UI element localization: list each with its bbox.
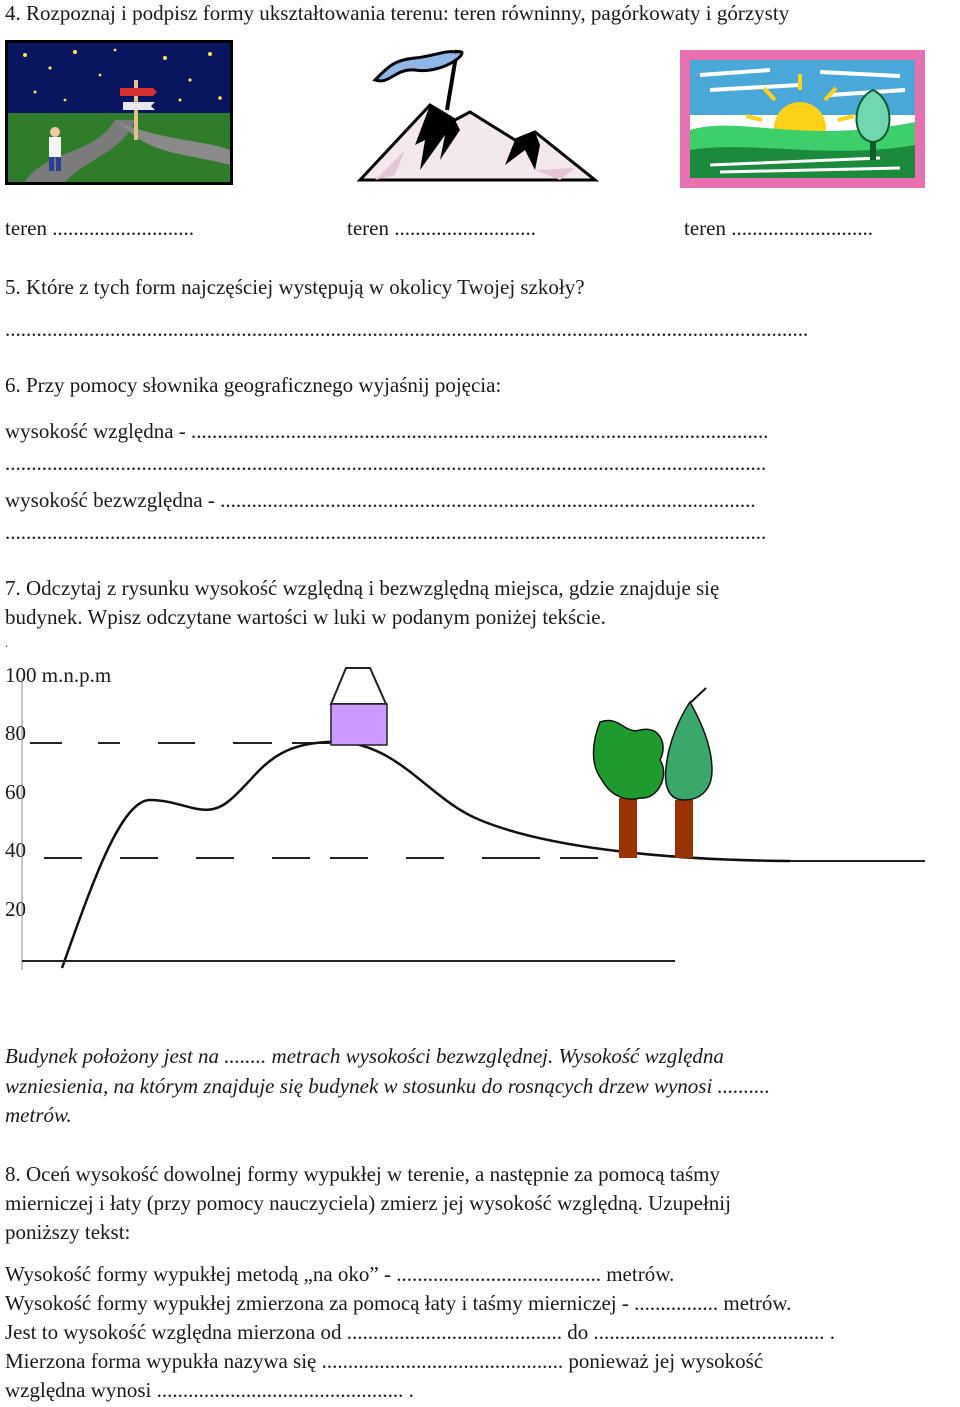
q6-wzgledna-cont: ................................................................................................................................................. bbox=[5, 451, 767, 475]
q7-text-line1: Budynek położony jest na ........ metrach wysokości bezwzględnej. Wysokość względna bbox=[5, 1044, 724, 1068]
q7-text-line3: metrów. bbox=[5, 1103, 72, 1127]
q8-line1: Wysokość formy wypukłej metodą „na oko” - ....................................... metrów. bbox=[5, 1262, 675, 1286]
q8-title-line3: poniższy tekst: bbox=[5, 1220, 131, 1244]
q6-bezwzgledna-cont: ................................................................................................................................................. bbox=[5, 520, 767, 544]
q8-title-line2: mierniczej i łaty (przy pomocy nauczyciela) zmierz jej wysokość względną. Uzupełnij bbox=[5, 1191, 731, 1215]
q7-title-line2: budynek. Wpisz odczytane wartości w luki w podanym poniżej tekście. bbox=[5, 605, 606, 629]
q7-dot: . bbox=[5, 636, 8, 650]
tree-trunk-right bbox=[675, 800, 693, 858]
tree-trunk-left bbox=[619, 798, 637, 858]
q8-title-line1: 8. Oceń wysokość dowolnej formy wypukłej w terenie, a następnie za pomocą taśmy bbox=[5, 1162, 720, 1186]
q4-title: 4. Rozpoznaj i podpisz formy ukształtowania terenu: teren równinny, pagórkowaty i górzysty bbox=[5, 1, 790, 25]
y-label-100: 100 m.n.p.m bbox=[5, 663, 112, 687]
q8-line3: Jest to wysokość względna mierzona od ......................................... do ............................................ . bbox=[5, 1320, 836, 1344]
tree-right bbox=[666, 702, 712, 800]
building bbox=[331, 704, 387, 745]
q8-line4: Mierzona forma wypukła nazywa się .............................................. ponieważ jej wysokość bbox=[5, 1349, 764, 1373]
y-label-80: 80 bbox=[5, 721, 26, 745]
y-label-40: 40 bbox=[5, 838, 26, 862]
y-label-20: 20 bbox=[5, 897, 26, 921]
q6-bezwzgledna: wysokość bezwzględna - ...................................................................................................... bbox=[5, 488, 756, 512]
building-roof bbox=[331, 668, 386, 704]
night-road-signpost-image bbox=[5, 40, 233, 185]
teren-label-2: teren ........................... bbox=[347, 216, 536, 240]
q6-title: 6. Przy pomocy słownika geograficznego wyjaśnij pojęcia: bbox=[5, 373, 502, 397]
tree-left bbox=[594, 720, 664, 799]
q7-title-line1: 7. Odczytaj z rysunku wysokość względną i bezwzględną miejsca, gdzie znajduje się bbox=[5, 576, 720, 600]
q5-answer-line: ......................................................................................................................................................... bbox=[5, 317, 809, 341]
q8-line2: Wysokość formy wypukłej zmierzona za pomocą łaty i taśmy mierniczej - ................ metrów. bbox=[5, 1291, 792, 1315]
mountain-flag-image bbox=[335, 40, 600, 185]
teren-label-1: teren ........................... bbox=[5, 216, 194, 240]
q6-wzgledna: wysokość względna - .............................................................................................................. bbox=[5, 419, 769, 443]
sunrise-hills-image bbox=[680, 50, 925, 188]
q5-title: 5. Które z tych form najczęściej występują w okolicy Twojej szkoły? bbox=[5, 275, 585, 299]
elevation-diagram bbox=[0, 650, 960, 980]
q7-text-line2: wzniesienia, na którym znajduje się budynek w stosunku do rosnących drzew wynosi .......... bbox=[5, 1074, 771, 1098]
y-label-60: 60 bbox=[5, 780, 26, 804]
teren-label-3: teren ........................... bbox=[684, 216, 873, 240]
q8-line5: względna wynosi ............................................... . bbox=[5, 1378, 414, 1402]
